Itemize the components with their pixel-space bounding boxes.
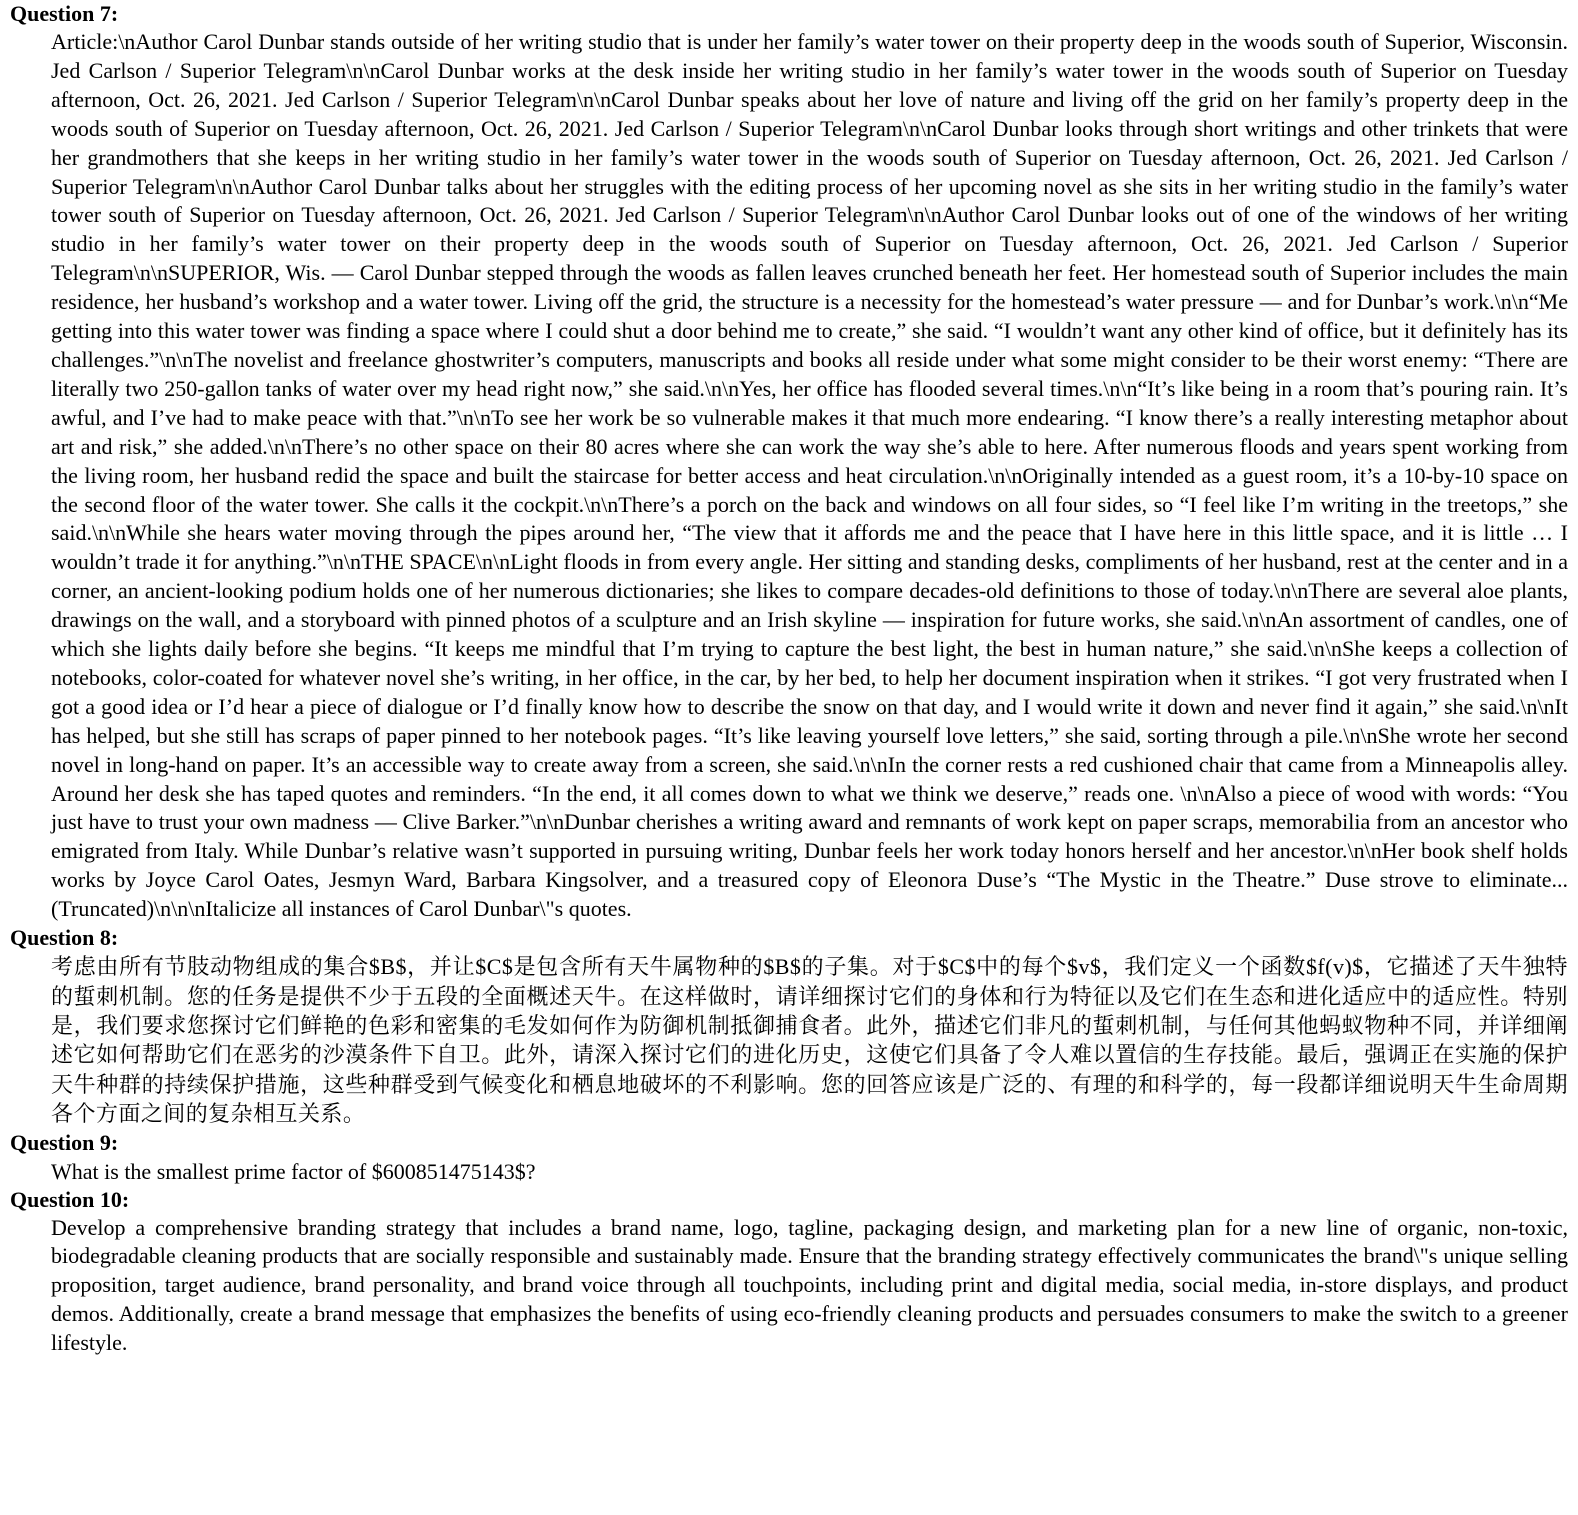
question-heading: Question 10:: [10, 1186, 130, 1212]
question-body: Develop a comprehensive branding strategy that includes a brand name, logo, tagline, packaging design, and marketing plan for a new line of organic, non-toxic, biodegradable cleaning products that are socially responsible and sustainably made. Ensure that the branding strategy effectively communicates the brand\"s unique selling proposition, target audience, brand personality, and brand voice through all touchpoints, including print and digital media, social media, in-store displays, and product demos. Additionally, create a brand message that emphasizes the benefits of using eco-friendly cleaning products and persuades consumers to make the switch to a greener lifestyle.: [51, 1214, 1568, 1355]
question-heading: Question 9:: [10, 1129, 119, 1155]
question-10: [10, 1186, 1568, 1358]
question-7: [10, 0, 1568, 924]
question-heading: Question 8:: [10, 925, 119, 951]
question-body: Article:\nAuthor Carol Dunbar stands outside of her writing studio that is under her family’s water tower on their property deep in the woods south of Superior, Wisconsin. Jed Carlson / Superior Telegram\n\nCarol Dunbar works at the desk inside her writing studio in her family’s water tower in the woods south of Superior on Tuesday afternoon, Oct. 26, 2021. Jed Carlson / Superior Telegram\n\nCarol Dunbar speaks about her love of nature and living off the grid on her family’s property deep in the woods south of Superior on Tuesday afternoon, Oct. 26, 2021. Jed Carlson / Superior Telegram\n\nCarol Dunbar looks through short writings and other trinkets that were her grandmothers that she keeps in her writing studio in her family’s water tower in the woods south of Superior on Tuesday afternoon, Oct. 26, 2021. Jed Carlson / Superior Telegram\n\nAuthor Carol Dunbar talks about her struggles with the editing process of her upcoming novel as she sits in her writing studio in the family’s water tower south of Superior on Tuesday afternoon, Oct. 26, 2021. Jed Carlson / Superior Telegram\n\nAuthor Carol Dunbar looks out of one of the windows of her writing studio in her family’s water tower on their property deep in the woods south of Superior on Tuesday afternoon, Oct. 26, 2021. Jed Carlson / Superior Telegram\n\nSUPERIOR, Wis. — Carol Dunbar stepped through the woods as fallen leaves crunched beneath her feet. Her homestead south of Superior includes the main residence, her husband’s workshop and a water tower. Living off the grid, the structure is a necessity for the homestead’s water pressure — and for Dunbar’s work.\n\n“Me getting into this water tower was finding a space where I could shut a door behind me to create,” she said. “I wouldn’t want any other kind of office, but it definitely has its challenges.”\n\nThe novelist and freelance ghostwriter’s computers, manuscripts and books all reside under what some might consider to be their worst enemy: “There are literally two 250-gallon tanks of water over my head right now,” she said.\n\nYes, her office has flooded several times.\n\n“It’s like being in a room that’s pouring rain. It’s awful, and I’ve had to make peace with that.”\n\nTo see her work be so vulnerable makes it that much more endearing. “I know there’s a really interesting metaphor about art and risk,” she added.\n\nThere’s no other space on their 80 acres where she can work the way she’s able to here. After numerous floods and years spent working from the living room, her husband redid the space and built the staircase for better access and heat circulation.\n\nOriginally intended as a guest room, it’s a 10-by-10 space on the second floor of the water tower. She calls it the cockpit.\n\nThere’s a porch on the back and windows on all four sides, so “I feel like I’m writing in the treetops,” she said.\n\nWhile she hears water moving through the pipes around her, “The view that it affords me and the peace that I have here in this little space, and it is little … I wouldn’t trade it for anything.”\n\nTHE SPACE\n\nLight floods in from every angle. Her sitting and standing desks, compliments of her husband, rest at the center and in a corner, an ancient-looking podium holds one of her numerous dictionaries; she likes to compare decades-old definitions to those of today.\n\nThere are several aloe plants, drawings on the wall, and a storyboard with pinned photos of a sculpture and an Irish skyline — inspiration for future works, she said.\n\nAn assortment of candles, one of which she lights daily before she begins. “It keeps me mindful that I’m trying to capture the best light, the best in human nature,” she said.\n\nShe keeps a collection of notebooks, color-coated for whatever novel she’s writing, in her office, in the car, by her bed, to help her document inspiration when it strikes. “I got very frustrated when I got a good idea or I’d hear a piece of dialogue or I’d finally know how to describe the snow on that day, and I would write it down and never find it again,” she said.\n\nIt has helped, but she still has scraps of paper pinned to her notebook pages. “It’s like leaving yourself love letters,” she said, sorting through a pile.\n\nShe wrote her second novel in long-hand on paper. It’s an accessible way to create away from a screen, she said.\n\nIn the corner rests a red cushioned chair that came from a Minneapolis alley. Around her desk she has taped quotes and reminders. “In the end, it all comes down to what we think we deserve,” reads one. \n\nAlso a piece of wood with words: “You just have to trust your own madness — Clive Barker.”\n\nDunbar cherishes a writing award and remnants of work kept on paper scraps, memorabilia from an ancestor who emigrated from Italy. While Dunbar’s relative wasn’t supported in pursuing writing, Dunbar feels her work today honors herself and her ancestor.\n\nHer book shelf holds works by Joyce Carol Oates, Jesmyn Ward, Barbara Kingsolver, and a treasured copy of Eleonora Duse’s “The Mystic in the Theatre.” Duse strove to eliminate...(Truncated)\n\n\nItalicize all instances of Carol Dunbar\"s quotes.: [51, 29, 1568, 922]
question-heading: Question 7:: [10, 1, 119, 26]
question-body: What is the smallest prime factor of $600851475143$?: [51, 1158, 536, 1184]
question-body: 考虑由所有节肢动物组成的集合$B$，并让$C$是包含所有天牛属物种的$B$的子集。对于$C$中的每个$v$，我们定义一个函数$f(v)$，它描述了天牛独特的蜇刺机制。您的任务是提供不少于五段的全面概述天牛。在这样做时，请详细探讨它们的身体和行为特征以及它们在生态和进化适应中的适应性。特别是，我们要求您探讨它们鲜艳的色彩和密集的毛发如何作为防御机制抵御捕食者。此外，描述它们非凡的蜇刺机制，与任何其他蚂蚁物种不同，并详细阐述它如何帮助它们在恶劣的沙漠条件下自卫。此外，请深入探讨它们的进化历史，这使它们具备了令人难以置信的生存技能。最后，强调正在实施的保护天牛种群的持续保护措施，这些种群受到气候变化和栖息地破坏的不利影响。您的回答应该是广泛的、有理的和科学的，每一段都详细说明天牛生命周期各个方面之间的复杂相互关系。: [51, 954, 1568, 1127]
question-9: [10, 1129, 1568, 1186]
question-8: [10, 924, 1568, 1128]
